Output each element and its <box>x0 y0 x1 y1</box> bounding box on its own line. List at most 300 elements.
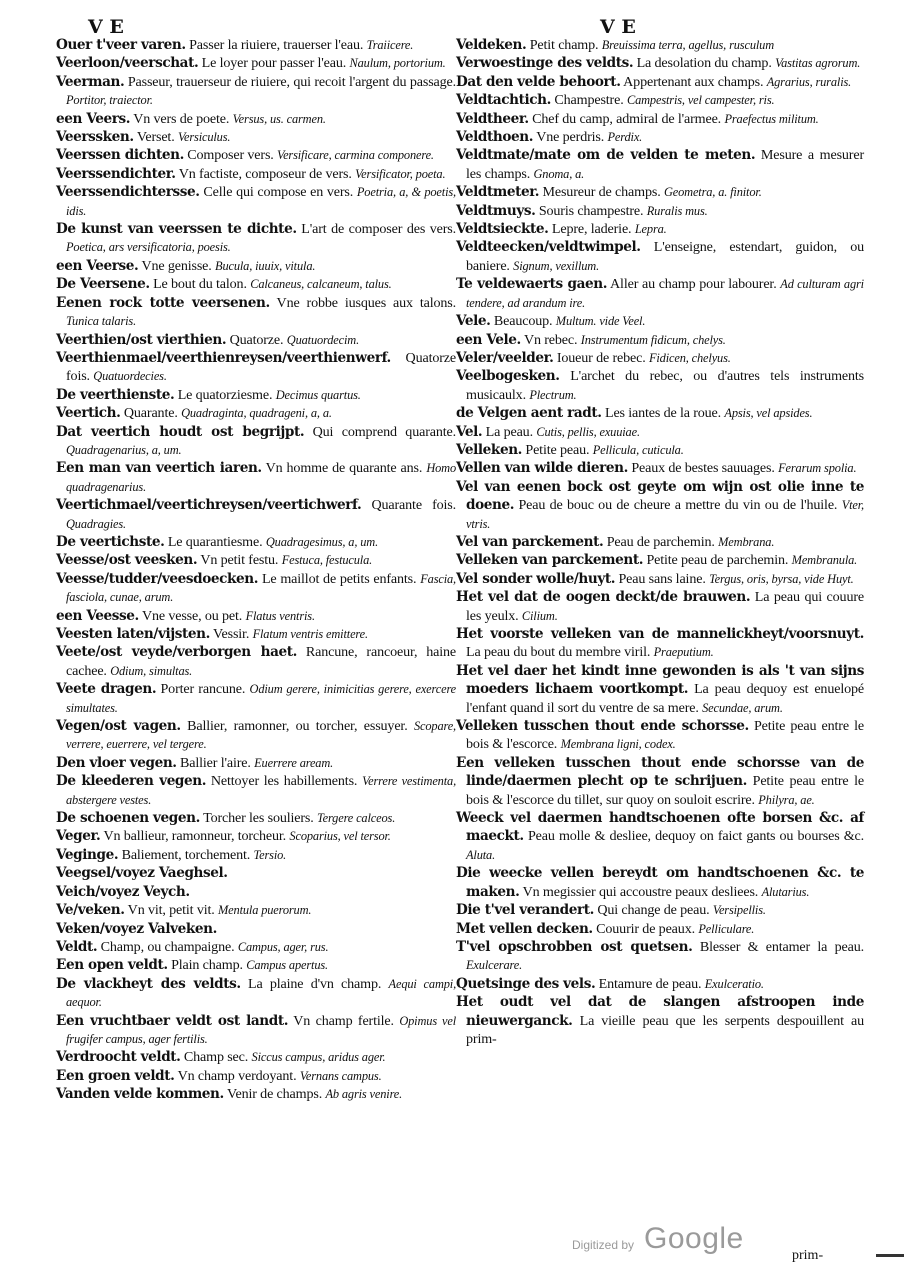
entry-headword: Veldtachtich. <box>456 92 552 109</box>
dictionary-entry <box>56 294 456 331</box>
dictionary-entry <box>456 128 864 146</box>
entry-headword: Die t'vel verandert. <box>456 902 594 919</box>
entry-headword: Het vel dat de oogen deckt/de brauwen. <box>456 589 751 606</box>
dictionary-entry <box>56 772 456 809</box>
entry-french: Ioueur de rebec. <box>556 349 646 366</box>
dictionary-entry <box>456 588 864 625</box>
entry-french: La desolation du champ. <box>636 55 772 72</box>
dictionary-entry <box>456 938 864 975</box>
dictionary-entry <box>56 459 456 496</box>
entry-headword: Een vruchtbaer veldt ost landt. <box>56 1012 289 1029</box>
dictionary-entry <box>456 110 864 128</box>
dictionary-entry <box>456 551 864 569</box>
entry-french: Nettoyer les habillements. <box>210 773 358 790</box>
entry-headword: Veete/ost veyde/verborgen haet. <box>56 644 297 661</box>
entry-french: Champestre. <box>554 92 624 109</box>
entry-latin: Perdix. <box>607 130 643 145</box>
entry-french: Appertenant aux champs. <box>623 73 764 90</box>
entry-french: Plain champ. <box>171 957 243 974</box>
dictionary-entry <box>56 275 456 293</box>
entry-french: Chef du camp, admiral de l'armee. <box>532 110 722 127</box>
entry-headword: Ve/veken. <box>56 902 125 919</box>
entry-headword: Een man van veertich iaren. <box>56 460 262 477</box>
dictionary-entry <box>56 570 456 607</box>
entry-headword: Vel sonder wolle/huyt. <box>456 570 616 587</box>
entry-headword: Veldtmuys. <box>456 202 536 219</box>
entry-french: Qui comprend quarante. <box>312 423 456 440</box>
dictionary-entry <box>456 920 864 938</box>
dictionary-entry <box>456 367 864 404</box>
entry-french: Petite peau entre le bois & l'escorce du tillet, sur quoy on souloit escrire. <box>466 773 864 808</box>
entry-latin: Homo quadragenarius. <box>66 461 456 494</box>
entry-french: Vn ballieur, ramonneur, torcheur. <box>103 828 287 845</box>
header-left-letters: V E <box>88 16 124 38</box>
dictionary-entry <box>56 54 456 72</box>
entry-french: Vn champ fertile. <box>293 1012 394 1029</box>
entry-french: Les iantes de la roue. <box>604 405 722 422</box>
dictionary-entry <box>456 625 864 662</box>
dictionary-entry <box>56 349 456 386</box>
entry-french: Quatorze fois. <box>66 349 456 385</box>
dictionary-entry <box>56 864 456 882</box>
entry-headword: Die weecke vellen bereydt om handtschoenen &c. te maken. <box>456 865 864 900</box>
dictionary-entry <box>56 257 456 275</box>
entry-headword: Veegsel/voyez Vaeghsel. <box>56 865 228 882</box>
entry-headword: Vele. <box>456 313 491 330</box>
entry-french: Verset. <box>136 129 175 146</box>
entry-latin: Ferarum spolia. <box>778 461 857 476</box>
dictionary-entry <box>456 331 864 349</box>
entry-french: Ballier l'aire. <box>180 754 251 771</box>
entry-latin: Agrarius, ruralis. <box>766 74 852 89</box>
entry-french: Vne genisse. <box>141 257 212 274</box>
entry-latin: Quatuordecim. <box>286 332 360 347</box>
entry-latin: Flatus ventris. <box>245 608 315 623</box>
dictionary-entry <box>56 386 456 404</box>
entry-latin: Aluta. <box>466 847 496 862</box>
entry-latin: Exulcerare. <box>466 958 523 973</box>
entry-headword: Veertichmael/veertichreysen/veertichwerf. <box>56 497 362 514</box>
entry-headword: Veertich. <box>56 405 121 422</box>
dictionary-entry <box>56 146 456 164</box>
entry-latin: Traiicere. <box>366 38 414 52</box>
entry-french: Petite peau de parchemin. <box>646 552 789 569</box>
entry-latin: Portitor, traiector. <box>66 93 153 108</box>
entry-latin: Festuca, festucula. <box>281 553 373 568</box>
entry-french: Vn rebec. <box>523 331 578 348</box>
entry-french: Porter rancune. <box>160 681 246 698</box>
dictionary-entry <box>56 717 456 754</box>
entry-headword: Dat veertich houdt ost begrijpt. <box>56 423 305 440</box>
dictionary-entry <box>56 496 456 533</box>
dictionary-entry <box>456 54 864 72</box>
entry-headword: Velleken. <box>456 441 523 458</box>
entry-headword: Vel van parckement. <box>456 533 604 550</box>
dictionary-entry <box>456 238 864 275</box>
entry-french: Petit champ. <box>529 37 599 53</box>
entry-french: Peau molle & desliee, dequoy on faict gants ou bourses &c. <box>527 828 865 845</box>
entry-latin: Scoparius, vel tersor. <box>289 829 391 844</box>
entry-latin: Quadragesimus, a, um. <box>265 534 379 549</box>
dictionary-entry <box>56 938 456 956</box>
entry-headword: een Veerse. <box>56 257 139 274</box>
entry-latin: Signum, vexillum. <box>513 258 600 273</box>
entry-french: Vessir. <box>213 626 250 642</box>
entry-latin: Poetria, a, & poetis, idis. <box>66 185 456 218</box>
dictionary-entry <box>456 662 864 717</box>
entry-french: Vn vers de poete. <box>133 110 230 127</box>
entry-french: Vne vesse, ou pet. <box>141 607 243 624</box>
entry-headword: Vel van eenen bock ost geyte om wijn ost olie inne te doene. <box>456 478 864 514</box>
entry-headword: Een open veldt. <box>56 957 168 974</box>
dictionary-entry <box>56 183 456 220</box>
entry-french: Passeur, trauerseur de riuiere, qui recoit l'argent du passage. <box>127 73 457 90</box>
dictionary-entry <box>56 165 456 183</box>
entry-french: Champ sec. <box>183 1049 249 1066</box>
entry-headword: een Veesse. <box>56 607 139 624</box>
entry-latin: Versiculus. <box>177 130 231 145</box>
entry-headword: T'vel opschrobben ost quetsen. <box>456 938 693 955</box>
dictionary-entry <box>56 331 456 349</box>
entry-latin: Decimus quartus. <box>275 387 361 402</box>
entry-french: La peau qui couure les yeulx. <box>466 589 865 624</box>
google-logo: Google <box>644 1222 744 1255</box>
entry-french: Peau de bouc ou de cheure a mettre du vin ou de l'huile. <box>518 497 838 514</box>
dictionary-entry <box>56 680 456 717</box>
entry-french: Vne robbe iusques aux talons. <box>276 294 456 311</box>
entry-headword: De veerthienste. <box>56 386 175 403</box>
entry-latin: Ad culturam agri tendere, ad arandum ire. <box>466 277 864 310</box>
dictionary-entry <box>456 754 864 809</box>
entry-headword: Veldtmate/mate om de velden te meten. <box>456 147 756 164</box>
entry-headword: Verdroocht veldt. <box>56 1049 181 1066</box>
entry-headword: Veerssen dichten. <box>56 147 184 164</box>
entry-headword: een Veers. <box>56 110 131 127</box>
dictionary-entry <box>456 312 864 330</box>
entry-french: Passer la riuiere, trauerser l'eau. <box>189 37 364 53</box>
entry-headword: Veken/voyez Valveken. <box>56 920 217 937</box>
entry-french: Venir de champs. <box>227 1086 323 1103</box>
entry-latin: Secundae, arum. <box>702 700 783 715</box>
entry-french: Vne perdris. <box>536 129 605 146</box>
entry-latin: Gnoma, a. <box>533 166 585 181</box>
dictionary-entry <box>56 551 456 569</box>
dictionary-entry <box>456 993 864 1048</box>
entry-french: Quatorze. <box>229 331 284 348</box>
entry-headword: Veginge. <box>56 846 119 863</box>
dictionary-entry <box>56 754 456 772</box>
dictionary-entry <box>56 423 456 460</box>
entry-latin: Fidicen, chelyus. <box>648 350 731 365</box>
entry-french: L'archet du rebec, ou d'autres tels instruments musicaulx. <box>466 368 864 403</box>
entry-latin: Vter, vtris. <box>466 498 864 531</box>
entry-french: Quarante. <box>123 405 178 422</box>
entry-french: La vieille peau que les serpents despouillent au prim- <box>466 1012 865 1047</box>
dictionary-entry <box>456 459 864 477</box>
entry-french: Petite peau. <box>525 441 590 458</box>
entry-latin: Versus, us. carmen. <box>232 111 326 126</box>
entry-french: L'art de composer des vers. <box>301 221 456 238</box>
dictionary-entry <box>456 202 864 220</box>
entry-latin: Campus, ager, rus. <box>237 939 329 954</box>
entry-headword: Velleken van parckement. <box>456 552 644 569</box>
entry-latin: Praeputium. <box>653 645 714 660</box>
entry-headword: Veger. <box>56 828 101 845</box>
entry-latin: Membranula. <box>791 553 858 568</box>
entry-latin: Mentula puerorum. <box>218 903 312 918</box>
entry-latin: Praefectus militum. <box>724 111 819 126</box>
entry-latin: Membrana. <box>718 534 775 549</box>
entry-french: Champ, ou champaigne. <box>100 938 235 955</box>
entry-headword: Veerssken. <box>56 129 134 146</box>
entry-headword: Veelbogesken. <box>456 368 560 385</box>
entry-headword: Den vloer vegen. <box>56 754 177 771</box>
entry-french: Qui change de peau. <box>597 902 710 919</box>
entry-french: Peau de parchemin. <box>606 533 715 550</box>
dictionary-entry <box>56 846 456 864</box>
entry-french: Vn vit, petit vit. <box>127 902 215 919</box>
entry-french: L'enseigne, estendart, guidon, ou baniere. <box>466 239 865 274</box>
dictionary-entry <box>456 183 864 201</box>
entry-latin: Vernans campus. <box>299 1068 382 1083</box>
entry-latin: Opimus vel frugifer campus, ager fertilis. <box>66 1013 457 1046</box>
entry-headword: Veerthienmael/veerthienreysen/veerthienwerf. <box>56 349 391 366</box>
entry-latin: Cutis, pellis, exuuiae. <box>536 424 640 439</box>
entry-headword: Veesse/tudder/veesdoecken. <box>56 570 259 587</box>
digitized-by-google-watermark <box>572 1222 772 1262</box>
dictionary-entry <box>56 901 456 919</box>
entry-french: La peau. <box>485 423 533 440</box>
right-column <box>456 36 864 1048</box>
dictionary-entry <box>456 91 864 109</box>
entry-french: Vn homme de quarante ans. <box>265 460 423 477</box>
dictionary-entry <box>56 920 456 938</box>
entry-headword: Vegen/ost vagen. <box>56 718 181 735</box>
dictionary-entry <box>456 533 864 551</box>
dictionary-entry <box>56 36 456 54</box>
digitized-label: Digitized by <box>572 1238 635 1252</box>
entry-headword: Veesse/ost veesken. <box>56 552 198 569</box>
entry-french: Torcher les souliers. <box>203 810 314 827</box>
entry-french: Vn megissier qui accoustre peaux desliees. <box>522 883 759 900</box>
entry-latin: Calcaneus, calcaneum, talus. <box>250 277 392 292</box>
entry-latin: Euerrere aream. <box>254 755 334 770</box>
entry-latin: Poetica, ars versificatoria, poesis. <box>66 240 231 255</box>
entry-latin: Quadragenarius, a, um. <box>66 442 182 457</box>
entry-french: Couurir de peaux. <box>596 920 695 937</box>
entry-latin: Apsis, vel apsides. <box>724 406 813 421</box>
entry-latin: Pellicula, cuticula. <box>592 442 684 457</box>
entry-latin: Siccus campus, aridus ager. <box>251 1050 386 1065</box>
entry-headword: Velleken tusschen thout ende schorsse. <box>456 718 749 735</box>
entry-headword: Vanden velde kommen. <box>56 1086 224 1103</box>
dictionary-entry <box>56 1085 456 1103</box>
entry-latin: Odium gerere, inimicitias gerere, exercere simultates. <box>66 682 457 715</box>
entry-french: Peaux de bestes sauuages. <box>631 460 775 477</box>
entry-french: La peau du bout du membre viril. <box>466 644 651 661</box>
entry-headword: Veldeken. <box>456 37 527 53</box>
entry-headword: Vellen van wilde dieren. <box>456 460 628 477</box>
dictionary-entry <box>56 404 456 422</box>
entry-headword: Veldtheer. <box>456 110 529 127</box>
entry-headword: Het oudt vel dat de slangen afstroopen inde nieuwerganck. <box>456 994 864 1029</box>
dictionary-entry <box>456 809 864 864</box>
entry-latin: Quadraginta, quadrageni, a, a. <box>181 406 332 421</box>
entry-headword: Veldtmeter. <box>456 184 540 201</box>
entry-french: Composer vers. <box>187 147 274 164</box>
entry-headword: Ouer t'veer varen. <box>56 37 186 53</box>
entry-latin: Exulceratio. <box>704 976 764 991</box>
dictionary-entry <box>456 975 864 993</box>
entry-headword: Een velleken tusschen thout ende schorsse van de linde/daermen plecht op te schrijuen. <box>456 754 864 790</box>
entry-french: Le loyer pour passer l'eau. <box>201 55 347 72</box>
dictionary-entry <box>56 1067 456 1085</box>
dictionary-entry <box>456 864 864 901</box>
entry-latin: Breuissima terra, agellus, rusculum <box>601 38 774 52</box>
entry-headword: Met vellen decken. <box>456 920 593 937</box>
entry-latin: Quatuordecies. <box>93 369 167 384</box>
dictionary-entry <box>56 625 456 643</box>
entry-latin: Naulum, portorium. <box>349 56 446 71</box>
entry-headword: Te veldewaerts gaen. <box>456 276 608 293</box>
dictionary-entry <box>56 128 456 146</box>
entry-french: Mesureur de champs. <box>542 184 661 201</box>
dictionary-entry <box>56 956 456 974</box>
entry-latin: Tersio. <box>253 847 287 862</box>
entry-french: Ballier, ramonner, ou torcher, essuyer. <box>187 718 408 735</box>
entry-french: Blesser & entamer la peau. <box>699 938 864 955</box>
entry-headword: Veler/veelder. <box>456 349 554 366</box>
entry-french: Le quatorziesme. <box>177 386 273 403</box>
entry-headword: Quetsinge des vels. <box>456 975 596 992</box>
dictionary-entry <box>56 643 456 680</box>
entry-headword: Veldteecken/veldtwimpel. <box>456 239 641 256</box>
dictionary-entry <box>456 570 864 588</box>
entry-headword: Veldtsieckte. <box>456 221 549 238</box>
dictionary-entry <box>56 809 456 827</box>
entry-latin: Versificare, carmina componere. <box>277 148 434 163</box>
entry-headword: Vel. <box>456 423 483 440</box>
entry-latin: Instrumentum fidicum, chelys. <box>580 332 726 347</box>
entry-french: Peau sans laine. <box>618 570 706 587</box>
entry-latin: Odium, simultas. <box>110 663 193 678</box>
catchword: prim- <box>792 1248 824 1263</box>
dictionary-entry <box>456 901 864 919</box>
dictionary-entry <box>56 883 456 901</box>
entry-french: Baliement, torchement. <box>121 846 251 863</box>
entry-french: Lepre, laderie. <box>551 221 632 238</box>
entry-latin: Versipellis. <box>712 903 766 918</box>
entry-french: Rancune, rancoeur, haine cachee. <box>66 644 457 679</box>
dictionary-entry <box>456 220 864 238</box>
entry-headword: De veertichste. <box>56 533 165 550</box>
entry-french: Mesure a mesurer les champs. <box>466 147 864 182</box>
entry-latin: Geometra, a. finitor. <box>663 185 762 200</box>
entry-latin: Alutarius. <box>761 884 810 899</box>
entry-headword: De schoenen vegen. <box>56 810 200 827</box>
entry-french: Vn champ verdoyant. <box>177 1067 297 1084</box>
dictionary-entry <box>456 36 864 54</box>
dictionary-entry <box>456 423 864 441</box>
entry-headword: Veerloon/veerschat. <box>56 55 199 72</box>
entry-french: Le bout du talon. <box>153 276 247 293</box>
entry-headword: een Vele. <box>456 331 521 348</box>
entry-french: Souris champestre. <box>538 202 644 219</box>
entry-latin: Multum. vide Veel. <box>555 314 646 329</box>
header-right-letters: V E <box>600 16 636 38</box>
entry-latin: Lepra. <box>634 222 667 237</box>
entry-headword: De vlackheyt des veldts. <box>56 975 241 992</box>
entry-french: Beaucoup. <box>493 313 553 330</box>
entry-latin: Tunica talaris. <box>66 314 137 329</box>
entry-latin: Quadragies. <box>66 516 126 531</box>
dictionary-entry <box>456 717 864 754</box>
entry-headword: De Veersene. <box>56 276 150 293</box>
entry-french: Entamure de peau. <box>598 975 702 992</box>
entry-headword: Veesten laten/vijsten. <box>56 626 210 642</box>
dictionary-entry <box>456 404 864 422</box>
entry-latin: Tergus, oris, byrsa, vide Huyt. <box>709 571 854 586</box>
entry-latin: Ab agris venire. <box>325 1087 403 1102</box>
entry-french: Celle qui compose en vers. <box>203 184 354 201</box>
entry-headword: Veete dragen. <box>56 681 157 698</box>
entry-latin: Membrana ligni, codex. <box>560 737 676 752</box>
dictionary-entry <box>56 533 456 551</box>
dictionary-entry <box>56 1048 456 1066</box>
entry-headword: De kleederen vegen. <box>56 773 207 790</box>
dictionary-entry <box>56 110 456 128</box>
entry-french: Vn petit festu. <box>200 552 279 569</box>
entry-french: Petite peau entre le bois & l'escorce. <box>466 718 865 753</box>
dictionary-entry <box>456 441 864 459</box>
entry-headword: Het voorste velleken van de mannelickheyt/voorsnuyt. <box>456 626 864 642</box>
entry-headword: Veerssendichter. <box>56 165 176 182</box>
page-end-rule <box>876 1254 904 1257</box>
entry-latin: Plectrum. <box>529 387 577 402</box>
dictionary-entry <box>56 607 456 625</box>
entry-headword: Veldt. <box>56 938 98 955</box>
entry-headword: Eenen rock totte veersenen. <box>56 294 270 311</box>
dictionary-entry <box>56 827 456 845</box>
entry-latin: Aequi campi, aequor. <box>66 976 457 1010</box>
entry-latin: Verrere vestimenta, abstergere vestes. <box>66 774 457 807</box>
entry-latin: Tergere calceos. <box>317 811 396 826</box>
entry-headword: Verwoestinge des veldts. <box>456 55 634 72</box>
entry-latin: Vastitas agrorum. <box>775 56 861 71</box>
entry-latin: Versificator, poeta. <box>355 166 446 181</box>
dictionary-entry <box>56 975 456 1012</box>
dictionary-entry <box>456 275 864 312</box>
entry-latin: Pelliculare. <box>698 921 755 936</box>
dictionary-entry <box>456 73 864 91</box>
entry-latin: Fascia, fasciola, cunae, arum. <box>66 571 457 605</box>
entry-headword: Het vel daer het kindt inne gewonden is als 't van sijns moeders lichaem voortkompt. <box>456 662 864 698</box>
entry-latin: Flatum ventris emittere. <box>252 627 368 641</box>
entry-latin: Bucula, iuuix, vitula. <box>215 258 316 273</box>
entry-latin: Scopare, verrere, euerrere, vel tergere. <box>66 719 456 752</box>
dictionary-entry <box>456 146 864 183</box>
dictionary-entry <box>456 478 864 533</box>
left-column <box>56 36 456 1104</box>
entry-latin: Cilium. <box>521 608 558 623</box>
entry-headword: de Velgen aent radt. <box>456 405 602 422</box>
entry-headword: Veerssendichtersse. <box>56 184 200 201</box>
dictionary-entry <box>456 349 864 367</box>
entry-french: La peau dequoy est enuelopé l'enfant quand il sort du ventre de sa mere. <box>466 681 864 716</box>
dictionary-entry <box>56 220 456 257</box>
entry-latin: Ruralis mus. <box>646 203 708 218</box>
entry-headword: Dat den velde behoort. <box>456 73 621 90</box>
